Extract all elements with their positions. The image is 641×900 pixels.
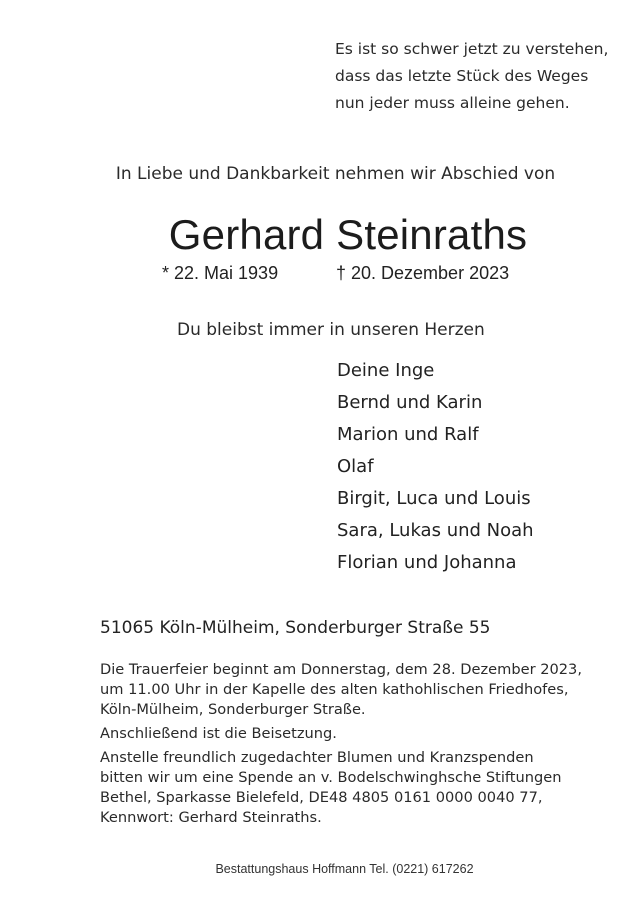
family-member: Florian und Johanna xyxy=(337,552,517,573)
ceremony-line: Köln-Mülheim, Sonderburger Straße. xyxy=(100,701,366,718)
motto: Du bleibst immer in unseren Herzen xyxy=(177,320,485,340)
family-member: Birgit, Luca und Louis xyxy=(337,488,531,509)
family-member: Marion und Ralf xyxy=(337,424,479,445)
funeral-notice xyxy=(100,660,620,832)
ceremony-info xyxy=(100,660,620,720)
intro-text: In Liebe und Dankbarkeit nehmen wir Abschied von xyxy=(115,164,556,184)
donation-line: Anstelle freundlich zugedachter Blumen und Kranzspenden xyxy=(100,749,534,766)
birth-date: * 22. Mai 1939 xyxy=(162,263,279,283)
family-member: Deine Inge xyxy=(337,360,435,381)
deceased-name: Gerhard Steinraths xyxy=(168,211,528,258)
donation-line: Bethel, Sparkasse Bielefeld, DE48 4805 0161 0000 0040 77, xyxy=(100,789,543,806)
donation-line: Kennwort: Gerhard Steinraths. xyxy=(100,809,322,826)
death-date: † 20. Dezember 2023 xyxy=(336,263,510,283)
poem-line: nun jeder muss alleine gehen. xyxy=(335,94,570,112)
donation-line: bitten wir um eine Spende an v. Bodelschwinghsche Stiftungen xyxy=(100,769,562,786)
poem-line: dass das letzte Stück des Weges xyxy=(335,67,589,85)
family-list xyxy=(337,355,534,579)
family-member: Sara, Lukas und Noah xyxy=(337,520,534,541)
poem xyxy=(335,36,625,117)
ceremony-line: Die Trauerfeier beginnt am Donnerstag, dem 28. Dezember 2023, xyxy=(100,661,582,678)
family-member: Olaf xyxy=(337,456,374,477)
funeral-home-footer: Bestattungshaus Hoffmann Tel. (0221) 617262 xyxy=(215,862,474,876)
donation-info xyxy=(100,748,620,828)
burial-info: Anschließend ist die Beisetzung. xyxy=(100,725,337,742)
family-member: Bernd und Karin xyxy=(337,392,483,413)
poem-line: Es ist so schwer jetzt zu verstehen, xyxy=(335,40,609,58)
ceremony-line: um 11.00 Uhr in der Kapelle des alten kathohlischen Friedhofes, xyxy=(100,681,569,698)
address: 51065 Köln-Mülheim, Sonderburger Straße 55 xyxy=(100,618,491,638)
